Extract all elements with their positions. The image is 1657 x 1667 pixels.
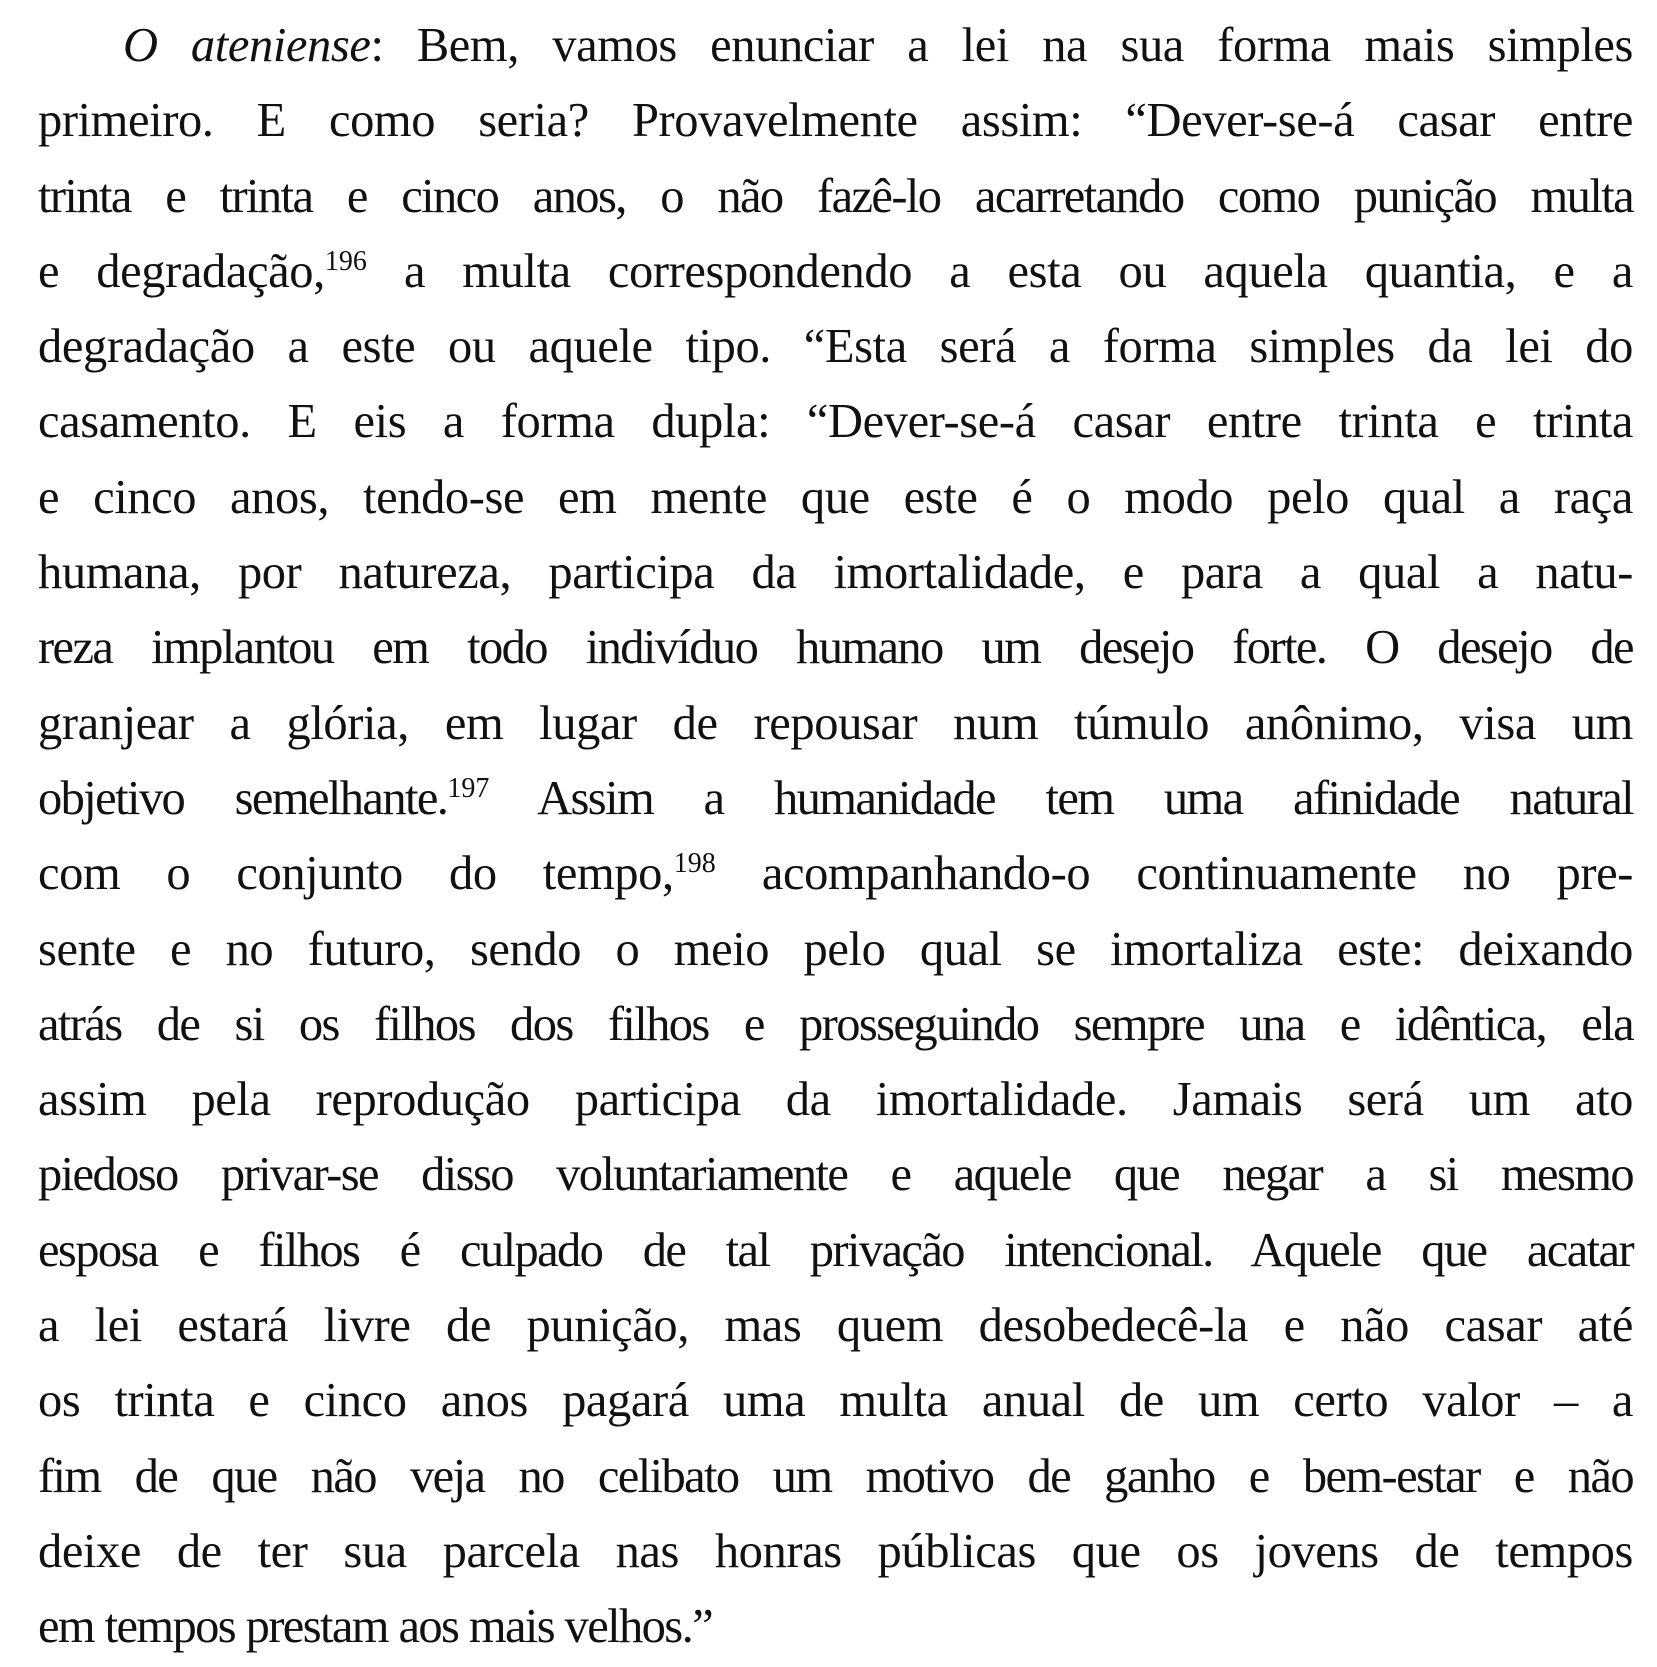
line-text: : Bem, vamos enunciar a lei na sua forma mais simples: [370, 19, 1634, 72]
text-line-6: casamento. E eis a forma dupla: “Dever-se-á casar entre trinta e trinta: [38, 395, 1633, 449]
line-text: a multa correspondendo a esta ou aquela quantia, e a: [366, 244, 1633, 298]
text-line-13: sente e no futuro, sendo o meio pelo qual se imortaliza este: deixando: [38, 922, 1633, 976]
footnote-ref-198[interactable]: 198: [673, 848, 716, 880]
line-text: objetivo semelhante.: [38, 771, 448, 825]
text-line-2: primeiro. E como seria? Provavelmente assim: “Dever-se-á casar entre: [38, 94, 1633, 148]
text-line-15: assim pela reprodução participa da imortalidade. Jamais será um ato: [38, 1073, 1633, 1127]
text-line-1: [38, 8, 1633, 83]
line-text: com o conjunto do tempo,: [38, 847, 674, 901]
line-text: Assim a humanidade tem uma afinidade natural: [489, 771, 1633, 825]
text-line-17: esposa e filhos é culpado de tal privação intencional. Aquele que acatar: [38, 1223, 1633, 1277]
text-line-5: degradação a este ou aquele tipo. “Esta será a forma simples da lei do: [38, 320, 1633, 374]
text-line-19: os trinta e cinco anos pagará uma multa anual de um certo valor – a: [38, 1374, 1633, 1428]
text-line-18: a lei estará livre de punição, mas quem desobedecê-la e não casar até: [38, 1299, 1633, 1353]
line-text: acompanhando-o continuamente no pre-: [715, 847, 1633, 901]
text-line-12: [38, 836, 1633, 911]
text-line-16: piedoso privar-se disso voluntariamente e aquele que negar a si mesmo: [38, 1148, 1633, 1202]
speaker-name: O ateniense: [123, 19, 371, 72]
text-line-3: trinta e trinta e cinco anos, o não fazê-lo acarretando como punição multa: [38, 169, 1633, 223]
text-line-21: deixe de ter sua parcela nas honras públicas que os jovens de tempos: [38, 1524, 1633, 1578]
text-line-20: fim de que não veja no celibato um motivo de ganho e bem-estar e não: [38, 1449, 1633, 1503]
text-line-14: atrás de si os filhos dos filhos e prosseguindo sempre una e idêntica, ela: [38, 997, 1633, 1051]
text-line-10: granjear a glória, em lugar de repousar num túmulo anônimo, visa um: [38, 696, 1633, 750]
footnote-ref-197[interactable]: 197: [447, 772, 490, 804]
text-line-7: e cinco anos, tendo-se em mente que este é o modo pelo qual a raça: [38, 470, 1633, 524]
document-page: [38, 8, 1633, 1665]
line-text: e degradação,: [38, 244, 325, 298]
text-line-8: humana, por natureza, participa da imortalidade, e para a qual a natu-: [38, 546, 1633, 600]
text-line-4: [38, 234, 1633, 309]
text-line-22: em tempos prestam aos mais velhos.”: [38, 1600, 713, 1654]
text-line-9: reza implantou em todo indivíduo humano um desejo forte. O desejo de: [38, 621, 1633, 675]
footnote-ref-196[interactable]: 196: [324, 245, 367, 277]
text-line-11: [38, 761, 1633, 836]
